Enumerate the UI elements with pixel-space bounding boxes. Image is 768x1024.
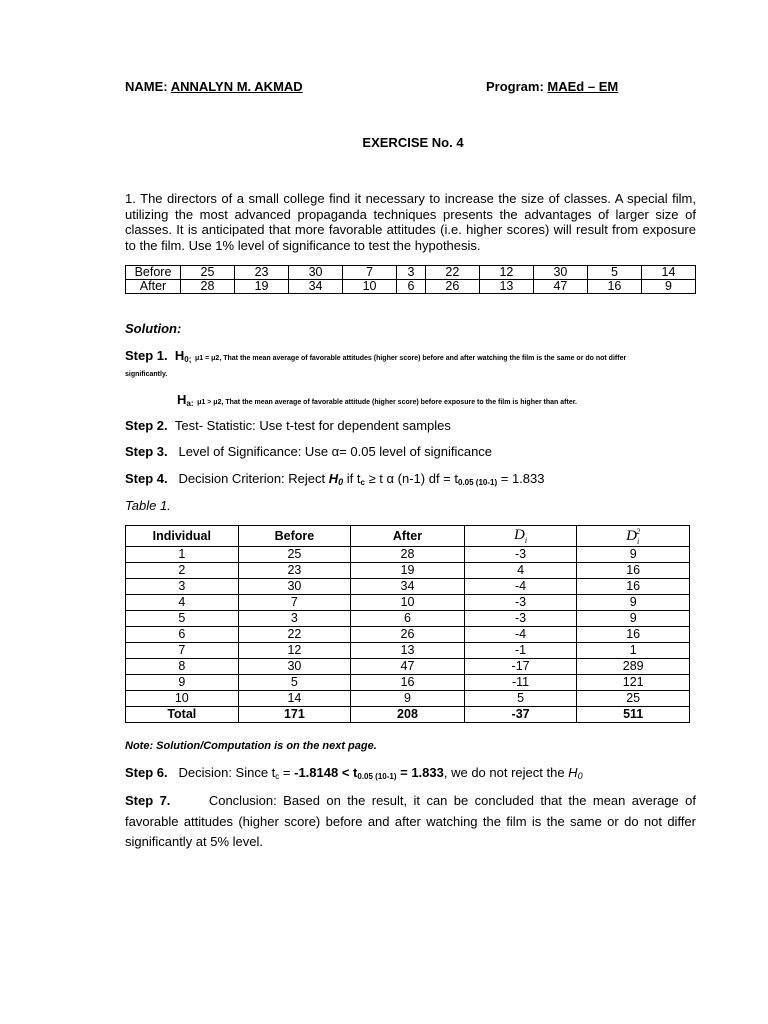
table-cell: 6 [351, 611, 465, 627]
step4-text-c: ≥ t α (n-1) df = t [364, 471, 458, 486]
data-cell: 26 [425, 280, 479, 294]
table-cell: 26 [351, 627, 465, 643]
ha-letter: H [177, 392, 187, 407]
program-label: Program: [486, 79, 544, 94]
step2-label: Step 2. [125, 418, 168, 433]
data-cell: 9 [641, 280, 695, 294]
table-cell: 5 [464, 691, 577, 707]
data-cell: 47 [533, 280, 587, 294]
table-cell: 10 [351, 595, 465, 611]
table-cell: 28 [351, 547, 465, 563]
table-cell: 9 [577, 595, 690, 611]
table-cell: 7 [238, 595, 351, 611]
table-cell: 12 [238, 643, 351, 659]
total-cell: 208 [351, 707, 465, 723]
h0-continuation: significantly. [125, 371, 168, 378]
step2 [125, 418, 451, 433]
table-cell: 25 [577, 691, 690, 707]
step6-t-sub: 0.05 (10-1) [357, 772, 397, 781]
step4-text-d: = 1.833 [497, 471, 545, 486]
step6-text-c: , we do not reject the [443, 765, 569, 780]
step4-h0: H [328, 471, 339, 486]
table-row [126, 691, 690, 707]
ha-sub: a: [186, 399, 194, 408]
name-line [125, 79, 303, 94]
problem-text: 1. The directors of a small college find it necessary to increase the size of classes. A special film, utilizing the most advanced propaganda techniques presents the advantages of larger size of classes. It is anticipated that more favorable attitudes (i.e. higher scores) will result from exposure to the film. Use 1% level of significance to test the hypothesis. [125, 191, 696, 253]
table-cell: 3 [126, 579, 239, 595]
table-cell: 30 [238, 579, 351, 595]
data-row-label: After [126, 280, 181, 294]
data-cell: 30 [289, 266, 343, 280]
table-row [126, 675, 690, 691]
name-label: NAME: [125, 79, 168, 94]
solution-label: Solution: [125, 321, 182, 336]
data-cell: 14 [641, 266, 695, 280]
table-cell: -3 [464, 611, 577, 627]
h0-sub: 0; [184, 355, 192, 364]
total-cell: 511 [577, 707, 690, 723]
table1-caption: Table 1. [125, 498, 171, 513]
table-cell: 16 [577, 627, 690, 643]
table-cell: 9 [577, 547, 690, 563]
table-row [126, 595, 690, 611]
step3 [125, 444, 492, 459]
table-cell: 121 [577, 675, 690, 691]
table-cell: 1 [126, 547, 239, 563]
table-cell: -3 [464, 595, 577, 611]
table-cell: -4 [464, 627, 577, 643]
step4-label: Step 4. [125, 471, 168, 486]
table-cell: 5 [126, 611, 239, 627]
note: Note: Solution/Computation is on the next page. [125, 740, 377, 752]
table-cell: 1 [577, 643, 690, 659]
table-cell: 3 [238, 611, 351, 627]
data-row [126, 266, 696, 280]
step6-tc-sub: c [275, 772, 280, 781]
table-cell: 22 [238, 627, 351, 643]
total-cell: Total [126, 707, 239, 723]
step4-text-b: if t [343, 471, 361, 486]
table-cell: 4 [126, 595, 239, 611]
step2-text: Test- Statistic: Use t-test for dependent samples [174, 418, 451, 433]
data-cell: 19 [235, 280, 289, 294]
data-cell: 25 [181, 266, 235, 280]
data-cell: 6 [397, 280, 426, 294]
data-cell: 12 [479, 266, 533, 280]
data-cell: 22 [425, 266, 479, 280]
data-cell: 34 [289, 280, 343, 294]
table-row [126, 579, 690, 595]
th-after: After [351, 526, 465, 547]
h0-letter: H [174, 348, 185, 363]
h0-text: μ1 = μ2, That the mean average of favorable attitudes (higher score) before and after watching the film is the same or do not differ [195, 355, 627, 362]
data-cell: 5 [587, 266, 641, 280]
step1-h0 [125, 348, 705, 364]
table-cell: -3 [464, 547, 577, 563]
step6-label: Step 6. [125, 765, 168, 780]
table-cell: 9 [126, 675, 239, 691]
table-row [126, 563, 690, 579]
step4-h0-sub: 0 [338, 477, 344, 487]
step6-text-b: = [279, 765, 295, 780]
step6-bold-a: -1.8148 < t [294, 765, 358, 780]
step6-h0-sub: 0 [577, 771, 583, 781]
table-cell: 30 [238, 659, 351, 675]
data-cell: 23 [235, 266, 289, 280]
data-cell: 3 [397, 266, 426, 280]
table-cell: 4 [464, 563, 577, 579]
step1-ha [177, 392, 577, 408]
page-title: EXERCISE No. 4 [362, 135, 464, 150]
table1 [125, 525, 690, 723]
table-cell: -4 [464, 579, 577, 595]
table-cell: 8 [126, 659, 239, 675]
total-row [126, 707, 690, 723]
program-line [486, 79, 622, 94]
table-row [126, 643, 690, 659]
step1-label: Step 1. [125, 348, 168, 363]
step4-tc-sub: c [360, 478, 365, 487]
table-cell: 19 [351, 563, 465, 579]
data-cell: 13 [479, 280, 533, 294]
step4-t-sub: 0.05 (10-1) [458, 478, 498, 487]
step3-text: Level of Significance: Use α= 0.05 level of significance [178, 444, 493, 459]
step4-text-a: Decision Criterion: Reject [178, 471, 329, 486]
table-cell: 14 [238, 691, 351, 707]
ha-text: μ1 > μ2, That the mean average of favorable attitude (higher score) before exposure to the film is higher than after. [197, 399, 577, 406]
step6-bold-b: = 1.833 [396, 765, 444, 780]
th-individual: Individual [126, 526, 239, 547]
step4 [125, 471, 545, 487]
table-cell: 5 [238, 675, 351, 691]
table-cell: -11 [464, 675, 577, 691]
data-cell: 10 [343, 280, 397, 294]
table-cell: 47 [351, 659, 465, 675]
data-row-label: Before [126, 266, 181, 280]
table-cell: 289 [577, 659, 690, 675]
data-table [125, 265, 696, 294]
step3-label: Step 3. [125, 444, 168, 459]
data-cell: 28 [181, 280, 235, 294]
name-value: ANNALYN M. AKMAD [170, 79, 303, 94]
data-cell: 7 [343, 266, 397, 280]
table-row [126, 659, 690, 675]
th-di: $D_i$ [464, 526, 577, 547]
step6-text-a: Decision: Since t [178, 765, 276, 780]
th-di-squared: $D_i^2$ [577, 526, 690, 547]
table-cell: 9 [577, 611, 690, 627]
total-cell: 171 [238, 707, 351, 723]
table-row [126, 547, 690, 563]
step7-label: Step 7. [125, 793, 171, 808]
table-cell: 16 [351, 675, 465, 691]
step7-text: Conclusion: Based on the result, it can be concluded that the mean average of favorable attitudes (higher score) before and after watching the film is the same or do not differ significantly at 5% level. [125, 793, 697, 849]
step6 [125, 765, 583, 781]
table-cell: -1 [464, 643, 577, 659]
step7 [125, 791, 696, 853]
table-cell: 7 [126, 643, 239, 659]
table-row [126, 611, 690, 627]
step6-h0: H [568, 765, 578, 780]
table-cell: 34 [351, 579, 465, 595]
table-cell: 2 [126, 563, 239, 579]
table-cell: 13 [351, 643, 465, 659]
table-row [126, 627, 690, 643]
th-before: Before [238, 526, 351, 547]
table-cell: 23 [238, 563, 351, 579]
table-cell: -17 [464, 659, 577, 675]
program-value: MAEd – EM [547, 79, 619, 94]
data-cell: 30 [533, 266, 587, 280]
table-cell: 10 [126, 691, 239, 707]
table-cell: 6 [126, 627, 239, 643]
data-row [126, 280, 696, 294]
table-cell: 25 [238, 547, 351, 563]
table-cell: 9 [351, 691, 465, 707]
table-cell: 16 [577, 563, 690, 579]
data-cell: 16 [587, 280, 641, 294]
table-cell: 16 [577, 579, 690, 595]
total-cell: -37 [464, 707, 577, 723]
